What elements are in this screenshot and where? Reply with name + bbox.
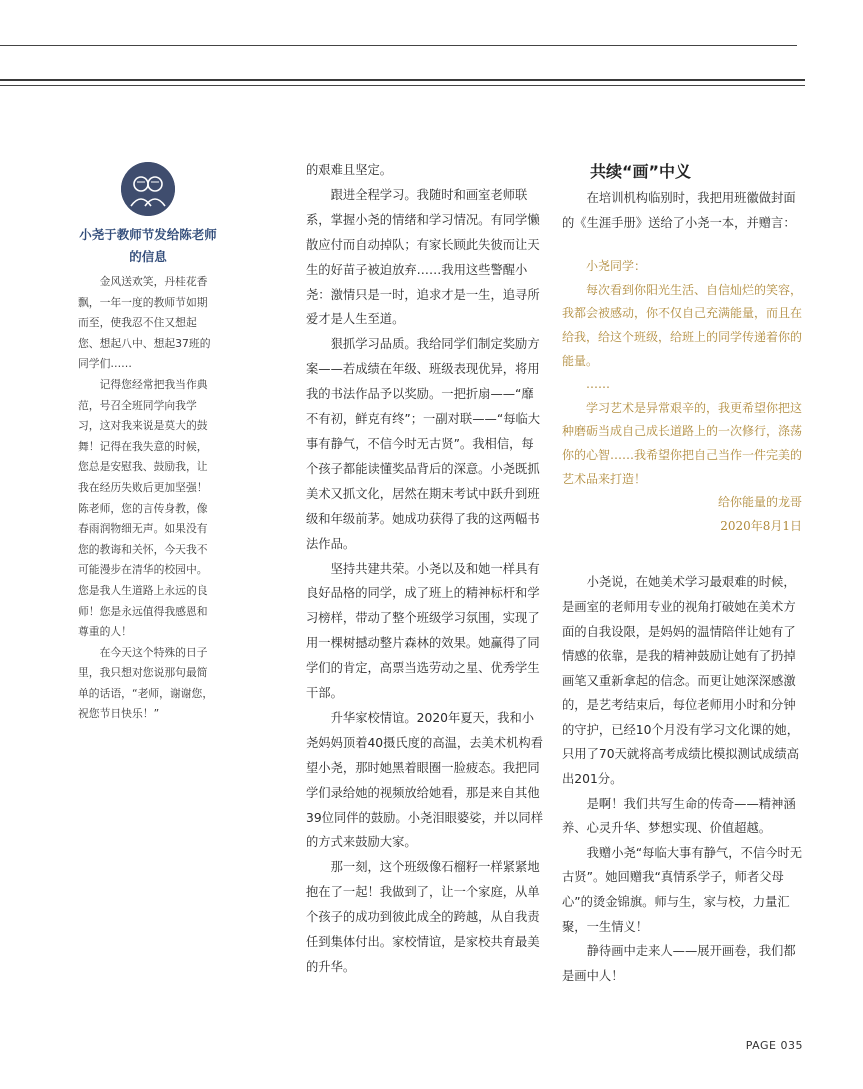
page-number bbox=[746, 1039, 803, 1052]
body-paragraph: 坚持共建共荣。小尧以及和她一样具有良好品格的同学，成了班上的精神标杆和学习榜样，带动了整个班级学习氛围，实现了用一棵树撼动整片森林的效果。她赢得了同学们的肯定，高票当选劳动之星、优秀学生干部。 bbox=[306, 561, 540, 701]
header-rule-thick bbox=[0, 79, 805, 81]
letter-salutation: 小尧同学： bbox=[586, 259, 647, 274]
section-heading: 共续“画”中义 bbox=[590, 162, 692, 181]
body-paragraph: 升华家校情谊。2020年夏天，我和小尧妈妈顶着40摄氏度的高温，去美术机构看望小尧，那时她黑着眼圈一脸疲态。我把同学们录给她的视频放给她看，那是来自其他39位同伴的鼓励。小尧泪眼婆娑，并以同样的方式来鼓励大家。 bbox=[306, 710, 543, 850]
sidebar-title: 小尧于教师节发给陈老师的信息 bbox=[79, 227, 217, 264]
sidebar-body bbox=[78, 272, 218, 725]
body-paragraph: 静待画中走来人——展开画卷，我们都是画中人！ bbox=[562, 944, 796, 983]
page-number-value: 035 bbox=[780, 1039, 803, 1052]
middle-column bbox=[306, 158, 544, 980]
letter-date: 2020年8月1日 bbox=[720, 518, 802, 533]
body-paragraph: 是啊！我们共写生命的传奇——精神涵养、心灵升华、梦想实现、价值超越。 bbox=[562, 796, 796, 836]
body-paragraph: 小尧说，在她美术学习最艰难的时候，是画室的老师用专业的视角打破她在美术方面的自我设限，是妈妈的温情陪伴让她有了情感的依靠，是我的精神鼓励让她有了扔掉画笔又重新拿起的信念。而更让她深深感激的，是艺考结束后，每位老师用小时和分钟的守护，已经10个月没有学习文化课的她，只用了70天就将高考成绩比模拟测试成绩高出201分。 bbox=[562, 575, 799, 787]
letter-paragraph: 每次看到你阳光生活、自信灿烂的笑容，我都会被感动，你不仅自己充满能量，而且在给我，给这个班级，给班上的同学传递着你的能量。 bbox=[562, 282, 803, 368]
sidebar-paragraph: 在今天这个特殊的日子里，我只想对您说那句最简单的话语，“老师，谢谢您，祝您节日快乐！” bbox=[78, 645, 214, 721]
body-paragraph: 我赠小尧“每临大事有静气，不信今时无古贤”。她回赠我“真情系学子，师者父母心”的烫金锦旗。师与生，家与校，力量汇聚，一生情义！ bbox=[562, 845, 803, 934]
right-body bbox=[562, 570, 802, 988]
body-paragraph: 狠抓学习品质。我给同学们制定奖励方案——若成绩在年级、班级表现优异，将用我的书法作品予以奖励。一把折扇——“靡不有初，鲜克有终”；一副对联——“每临大事有静气，不信今时无古贤”。我相信，每个孩子都能读懂奖品背后的深意。小尧既抓美术又抓文化，居然在期末考试中跃升到班级和年级前茅。她成功获得了我的这两幅书法作品。 bbox=[306, 337, 541, 551]
header-rule-thin bbox=[0, 85, 805, 86]
letter-ellipsis: …… bbox=[586, 377, 610, 392]
letter-quote bbox=[562, 255, 802, 538]
body-paragraph: 跟进全程学习。我随时和画室老师联系，掌握小尧的情绪和学习情况。有同学懒散应付而自动掉队；有家长顾此失彼而让天生的好苗子被迫放弃……我用这些警醒小尧：激情只是一时，追求才是一生，追寻所爱才是人生至道。 bbox=[306, 187, 540, 327]
top-rule bbox=[0, 45, 797, 46]
sidebar-paragraph: 金风送欢笑，丹桂花香飘，一年一度的教师节如期而至，使我忍不住又想起您、想起八中、想起37班的同学们…… bbox=[78, 275, 211, 371]
sidebar-paragraph: 记得您经常把我当作典范，号召全班同学向我学习，这对我来说是莫大的鼓舞！记得在我失意的时候，您总是安慰我、鼓励我，让我在经历失败后更加坚强！陈老师，您的言传身教，像春雨润物细无声。如果没有您的教诲和关怀，今天我不可能漫步在清华的校园中。您是我人生道路上永远的良师！您是永远值得我感恩和尊重的人！ bbox=[78, 377, 208, 639]
page-label: PAGE bbox=[745, 1039, 777, 1052]
letter-paragraph: 学习艺术是异常艰辛的，我更希望你把这种磨砺当成自己成长道路上的一次修行，涤荡你的心智……我希望你把自己当作一件完美的艺术品来打造！ bbox=[562, 400, 803, 486]
body-paragraph: 在培训机构临别时，我把用班徽做封面的《生涯手册》送给了小尧一本，并赠言： bbox=[562, 191, 796, 230]
avatar-icon bbox=[121, 162, 175, 216]
body-paragraph: 那一刻，这个班级像石榴籽一样紧紧地抱在了一起！我做到了，让一个家庭，从单个孩子的成功到彼此成全的跨越，从自我责任到集体付出。家校情谊，是家校共育最美的升华。 bbox=[306, 860, 540, 974]
right-column bbox=[562, 160, 802, 988]
sidebar bbox=[78, 162, 218, 725]
letter-signature: 给你能量的龙哥 bbox=[717, 495, 802, 510]
body-paragraph: 的艰难且坚定。 bbox=[306, 163, 393, 177]
